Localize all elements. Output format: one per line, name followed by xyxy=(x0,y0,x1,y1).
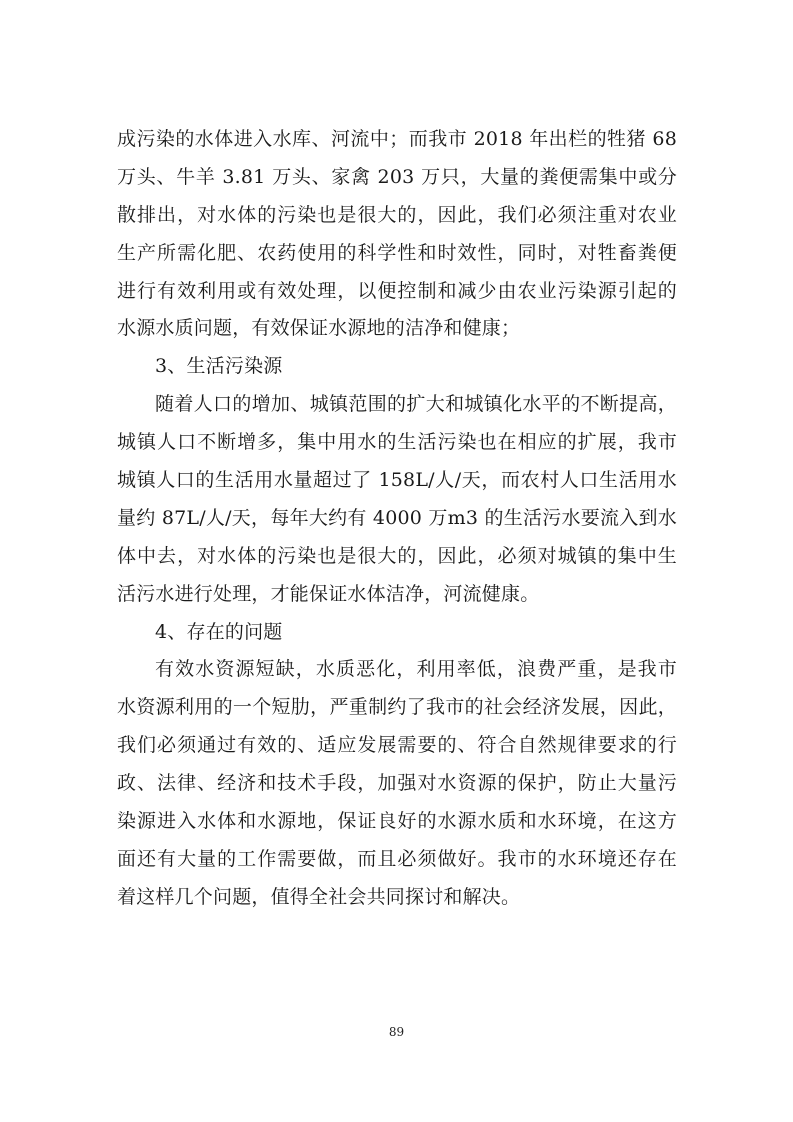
paragraph-line: 万头、牛羊 3.81 万头、家禽 203 万只，大量的粪便需集中或分 xyxy=(117,165,677,188)
paragraph-line: 面还有大量的工作需要做，而且必须做好。我市的水环境还存在 xyxy=(117,847,677,870)
paragraph-line: 染源进入水体和水源地，保证良好的水源水质和水环境，在这方 xyxy=(117,810,677,833)
section-heading: 3、生活污染源 xyxy=(155,355,283,378)
paragraph-line: 政、法律、经济和技术手段，加强对水资源的保护，防止大量污 xyxy=(117,772,677,795)
paragraph-line: 活污水进行处理，才能保证水体洁净，河流健康。 xyxy=(117,582,540,605)
paragraph-line: 我们必须通过有效的、适应发展需要的、符合自然规律要求的行 xyxy=(117,734,677,757)
paragraph-line: 城镇人口的生活用水量超过了 158L/人/天，而农村人口生活用水 xyxy=(117,469,677,492)
paragraph-line: 城镇人口不断增多，集中用水的生活污染也在相应的扩展，我市 xyxy=(117,431,677,454)
paragraph-line: 成污染的水体进入水库、河流中；而我市 2018 年出栏的牲猪 68 xyxy=(117,128,677,150)
paragraph-line: 生产所需化肥、农药使用的科学性和时效性，同时，对牲畜粪便 xyxy=(117,241,677,264)
section-heading: 4、存在的问题 xyxy=(155,620,283,643)
paragraph-line: 随着人口的增加、城镇范围的扩大和城镇化水平的不断提高， xyxy=(155,393,677,416)
paragraph-line: 水源水质问题，有效保证水源地的洁净和健康； xyxy=(117,317,521,340)
paragraph-line: 散排出，对水体的污染也是很大的，因此，我们必须注重对农业 xyxy=(117,203,677,226)
page-number: 89 xyxy=(388,1025,405,1039)
paragraph-line: 进行有效利用或有效处理，以便控制和减少由农业污染源引起的 xyxy=(117,279,677,302)
paragraph-line: 水资源利用的一个短肋，严重制约了我市的社会经济发展，因此， xyxy=(117,696,677,719)
paragraph-line: 着这样几个问题，值得全社会共同探讨和解决。 xyxy=(117,885,521,908)
paragraph-line: 体中去，对水体的污染也是很大的，因此，必须对城镇的集中生 xyxy=(117,544,677,567)
paragraph-line: 量约 87L/人/天，每年大约有 4000 万m3 的生活污水要流入到水 xyxy=(117,506,677,529)
paragraph-line: 有效水资源短缺，水质恶化，利用率低，浪费严重，是我市 xyxy=(155,658,677,681)
body-text xyxy=(117,121,677,917)
